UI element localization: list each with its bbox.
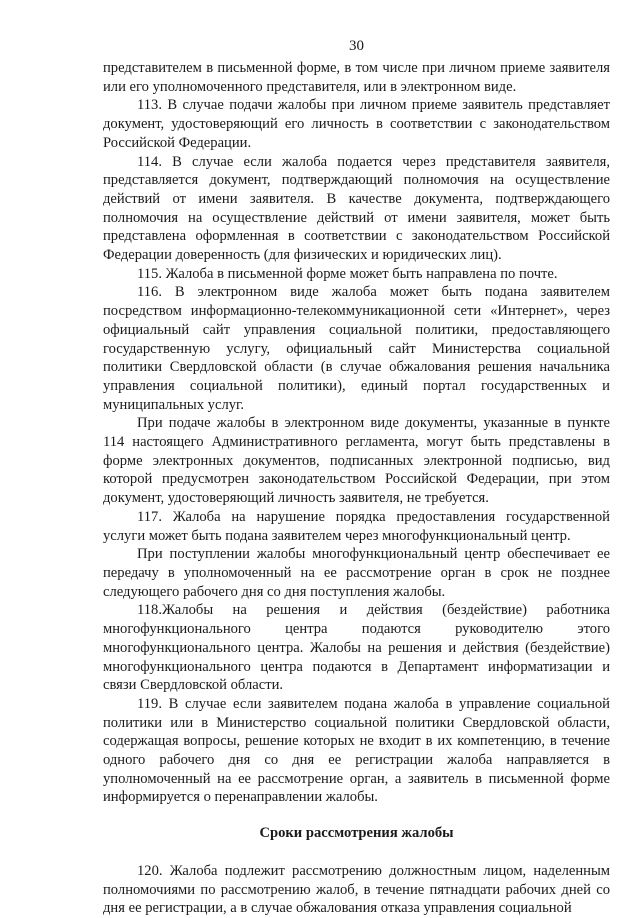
paragraph-120: 120. Жалоба подлежит рассмотрению должностным лицом, наделенным полномочиями по рассмотрению жалоб, в течение пятнадцати рабочих дней со дня ее регистрации, а в случае обжалования отказа управления социальной: [103, 862, 610, 917]
paragraph-115: 115. Жалоба в письменной форме может быть направлена по почте.: [137, 265, 558, 282]
paragraph-113: 113. В случае подачи жалобы при личном приеме заявитель представляет документ, удостоверяющий его личность в соответствии с законодательством Российской Федерации.: [103, 97, 610, 151]
paragraph-117-transfer: При поступлении жалобы многофункциональный центр обеспечивает ее передачу в уполномоченный на ее рассмотрение орган в срок не позднее следующего рабочего дня со дня поступления жалобы.: [103, 546, 610, 600]
paragraph-119: 119. В случае если заявителем подана жалоба в управление социальной политики или в Министерство социальной политики Свердловской области, содержащая вопросы, решение которых не входит в их компетенцию, в течение одного рабочего дня со дня ее регистрации жалоба направляется в уполномоченный на ее рассмотрение орган, а заявитель в письменной форме информируется о перенаправлении жалобы.: [103, 695, 610, 806]
document-body: [103, 59, 610, 918]
page-number: 30: [349, 38, 364, 54]
paragraph-continuation: представителем в письменной форме, в том числе при личном приеме заявителя или его уполномоченного представителя, или в электронном виде.: [103, 60, 610, 95]
section-heading: Сроки рассмотрения жалобы: [259, 825, 454, 842]
paragraph-114: 114. В случае если жалоба подается через представителя заявителя, представляется документ, подтверждающий полномочия на осуществление действий от имени заявителя. В качестве документа, подтверждающего полномочия на осуществление действий от имени заявителя, может быть представлена оформленная в соответствии с законодательством Российской Федерации доверенность (для физических и юридических лиц).: [103, 153, 610, 264]
paragraph-116: 116. В электронном виде жалоба может быть подана заявителем посредством информационно-телекоммуникационной сети «Интернет», через официальный сайт управления социальной политики, предоставляющего государственную услугу, официальный сайт Министерства социальной политики Свердловской области (в случае обжалования решения начальника управления социальной политики), единый портал государственных и муниципальных услуг.: [103, 284, 610, 413]
paragraph-118: 118.Жалобы на решения и действия (бездействие) работника многофункционального центра подаются руководителю этого многофункционального центра. Жалобы на решения и действия (бездействие) многофункционального центра подаются в Департамент информатизации и связи Свердловской области.: [103, 602, 610, 694]
paragraph-116-electronic-docs: При подаче жалобы в электронном виде документы, указанные в пункте 114 настоящего Административного регламента, могут быть представлены в форме электронных документов, подписанных электронной подписью, вид которой предусмотрен законодательством Российской Федерации, при этом документ, удостоверяющий личность заявителя, не требуется.: [103, 415, 610, 507]
paragraph-117: 117. Жалоба на нарушение порядка предоставления государственной услуги может быть подана заявителем через многофункциональный центр.: [103, 508, 610, 544]
